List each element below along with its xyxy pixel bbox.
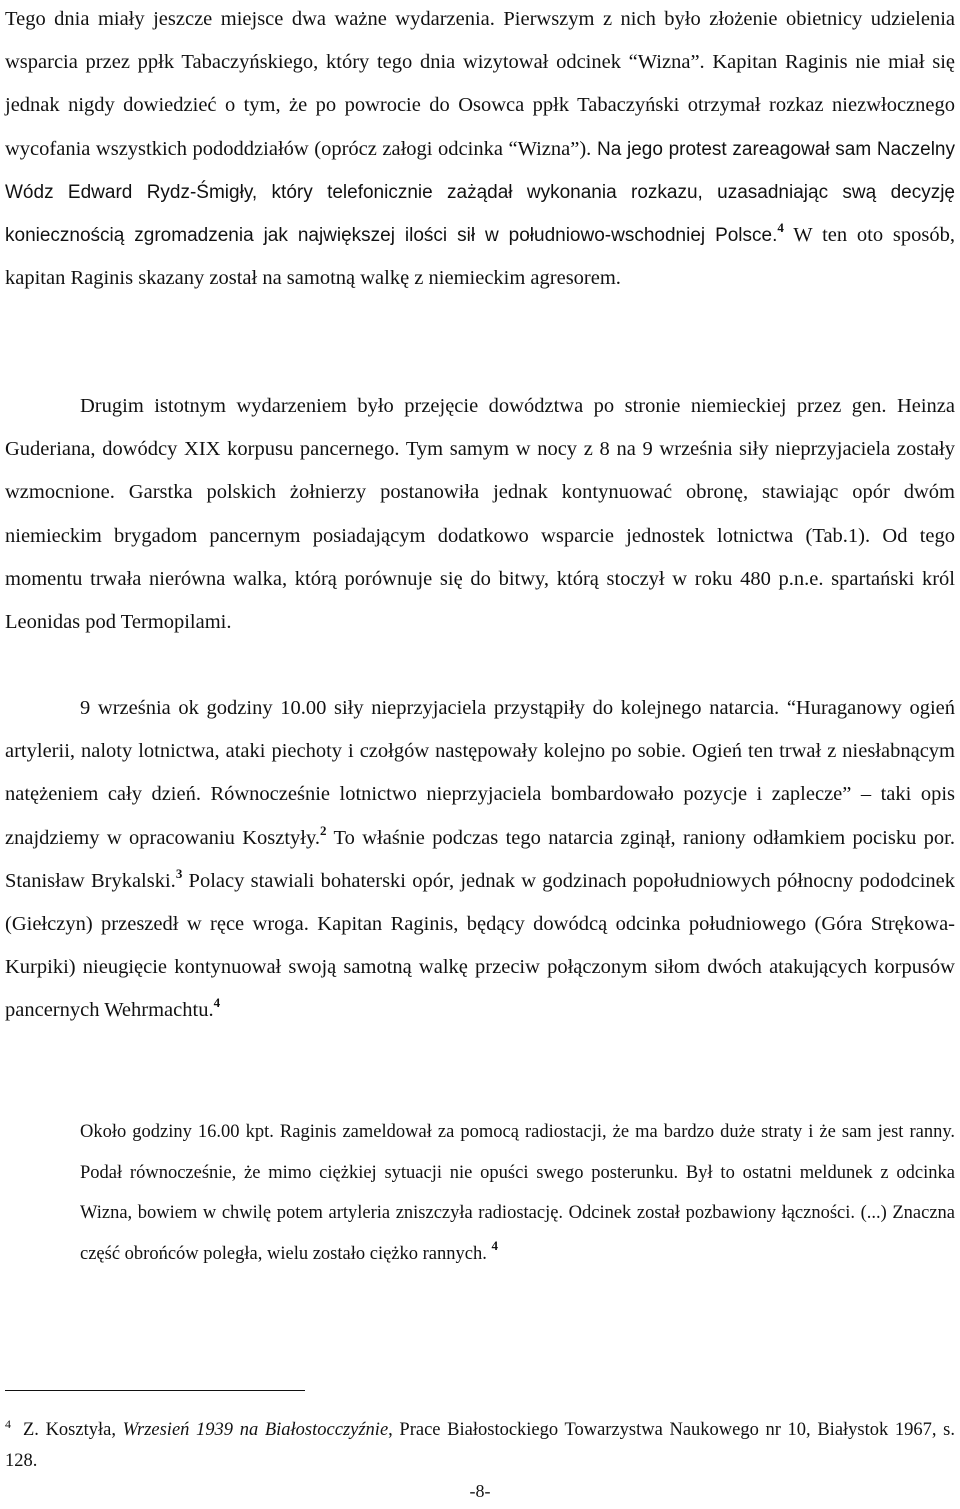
paragraph-3-text-a: 9 września ok godziny 10.00 siły nieprzyjaciela przystąpiły do kolejnego natarcia. “Huraganowy ogień artylerii, naloty lotnictwa, ataki piechoty i czołgów następowały kolejno po sobie. Ogień ten trwał z niesłabnącym natężeniem cały dzień. Równocześnie lotnictwo nieprzyjaciela bombardowało pozycje i zaplecze” – taki opis znajdziemy w opracowaniu Kosztyły.	[5, 697, 955, 849]
footnote-mark: 4	[5, 1417, 11, 1431]
footnote-ref-4[interactable]: 4	[491, 1237, 498, 1253]
footnote-ref-4[interactable]: 4	[213, 995, 221, 1011]
footnote-ref-3[interactable]: 3	[175, 865, 183, 881]
paragraph-1-text-c: W ten oto sposób, kapitan Raginis skazany został na samotną walkę z niemieckim agresorem.	[5, 224, 955, 290]
footnote-title: Wrzesień 1939 na Białostocczyźnie	[122, 1420, 389, 1440]
footnote-ref-2[interactable]: 2	[320, 822, 327, 838]
footnote-4	[5, 1409, 955, 1477]
footnote-ref-4[interactable]: 4	[777, 220, 784, 236]
block-quote-text: Około godziny 16.00 kpt. Raginis zameldował za pomocą radiostacji, że ma bardzo duże straty i że sam jest ranny. Podał równocześnie, że mimo ciężkiej sytuacji nie opuści swego posterunku. Był to ostatni meldunek z odcinka Wizna, bowiem w chwilę potem artyleria zniszczyła radiostację. Odcinek został pozbawiony łączności. (...) Znaczna część obrońców poległa, wielu zostało ciężko rannych.	[80, 1122, 955, 1264]
paragraph-3-text-b: To właśnie podczas tego natarcia zginął, raniony odłamkiem pocisku por. Stanisław Brykalski.	[5, 826, 955, 892]
paragraph-3-text-c: Polacy stawiali bohaterski opór, jednak w godzinach popołudniowych północny pododcinek (Giełczyn) przeszedł w ręce wroga. Kapitan Raginis, będący dowódcą odcinka południowego (Góra Strękowa-Kurpiki) nieugięcie kontynuował swoją samotną walkę przeciw połączonym siłom dwóch atakujących korpusów pancernych Wehrmachtu.	[5, 869, 955, 1022]
paragraph-2-text: Drugim istotnym wydarzeniem było przejęcie dowództwa po stronie niemieckiej przez gen. Heinza Guderiana, dowódcy XIX korpusu pancernego. Tym samym w nocy z 8 na 9 września siły nieprzyjaciela zostały wzmocnione. Garstka polskich żołnierzy postanowiła jednak kontynuować obronę, stawiając opór dwóm niemieckim brygadom pancernym posiadającym dodatkowo wsparcie jednostek lotnictwa (Tab.1). Od tego momentu trwała nierówna walka, którą porównuje się do bitwy, którą stoczył w roku 480 p.n.e. spartański król Leonidas pod Termopilami.	[5, 395, 955, 634]
footnote-separator	[5, 1390, 305, 1391]
paragraph-3	[5, 687, 955, 1033]
footnote-author: Z. Kosztyła,	[23, 1420, 123, 1440]
block-quote	[80, 1112, 955, 1274]
footnote-rest: , Prace Białostockiego Towarzystwa Naukowego nr 10, Białystok 1967, s. 128.	[5, 1420, 955, 1471]
paragraph-1-text-a: Tego dnia miały jeszcze miejsce dwa ważne wydarzenia. Pierwszym z nich było złożenie obietnicy udzielenia wsparcia przez ppłk Tabaczyńskiego, który tego dnia wizytował odcinek “Wizna”. Kapitan Raginis nie miał się jednak nigdy dowiedzieć o tym, że po powrocie do Osowca ppłk Tabaczyński otrzymał rozkaz niezwłocznego wycofania wszystkich pododdziałów (oprócz załogi odcinka “Wizna”).	[5, 8, 955, 160]
paragraph-1	[5, 0, 955, 300]
page-number: -8-	[469, 1481, 491, 1501]
paragraph-2	[5, 385, 955, 644]
paragraph-1-text-b: Na jego protest zareagował sam Naczelny Wódz Edward Rydz-Śmigły, który telefonicznie zażądał wykonania rozkazu, uzasadniając swą decyzję koniecznością zgromadzenia jak największej ilości sił w południowo-wschodniej Polsce.	[5, 138, 955, 247]
